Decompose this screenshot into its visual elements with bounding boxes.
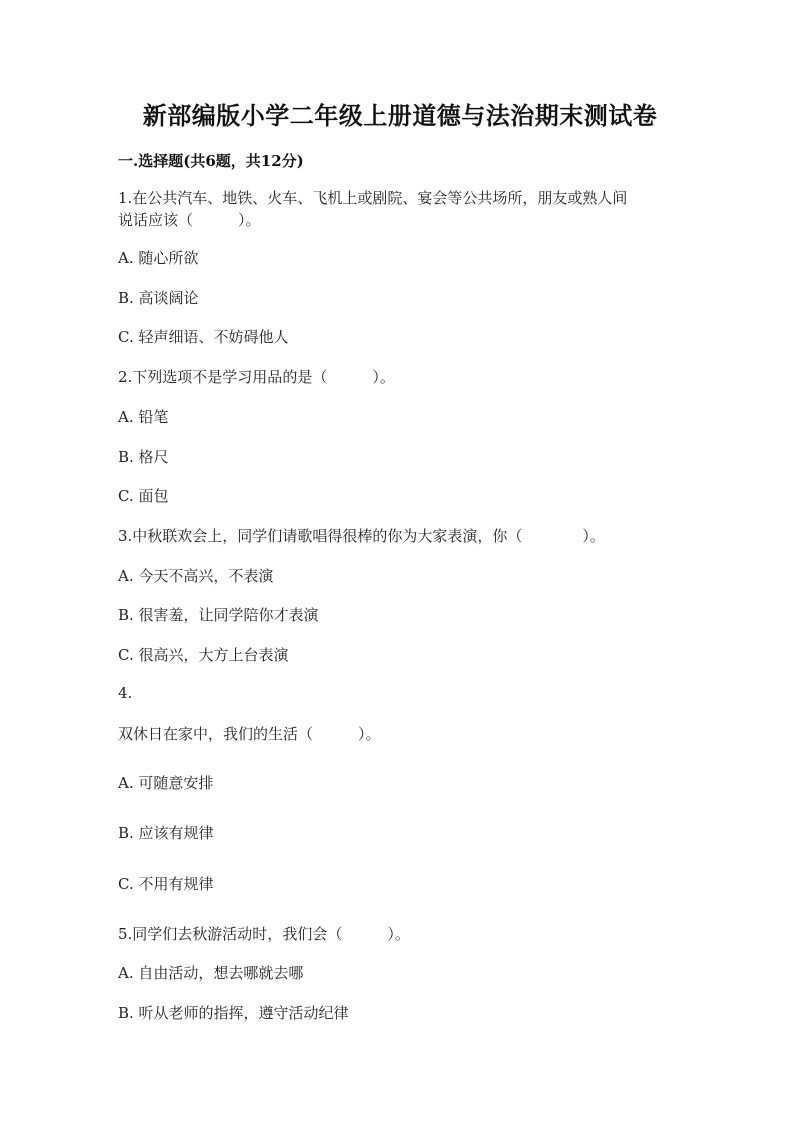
question-2-option-a: A. 铅笔 [118, 408, 169, 426]
question-1-option-a: A. 随心所欲 [118, 249, 199, 267]
question-3-stem: 3.中秋联欢会上，同学们请歌唱得很棒的你为大家表演，你（ ）。 [118, 527, 605, 545]
question-3-option-c: C. 很高兴，大方上台表演 [118, 646, 289, 664]
question-5-option-b: B. 听从老师的指挥，遵守活动纪律 [118, 1004, 349, 1022]
question-5-stem: 5.同学们去秋游活动时，我们会（ ）。 [118, 925, 410, 943]
question-1-stem-line-1: 1.在公共汽车、地铁、火车、飞机上或剧院、宴会等公共场所，朋友或熟人间 [118, 189, 628, 207]
question-3-option-b: B. 很害羞，让同学陪你才表演 [118, 606, 319, 624]
question-4-option-b: B. 应该有规律 [118, 824, 214, 842]
question-4-number: 4. [118, 684, 133, 702]
question-5-option-a: A. 自由活动，想去哪就去哪 [118, 964, 304, 982]
section-heading: 一.选择题(共6题，共12分) [118, 152, 304, 170]
question-2-stem: 2.下列选项不是学习用品的是（ ）。 [118, 368, 395, 386]
question-1-option-b: B. 高谈阔论 [118, 289, 199, 307]
question-2-option-b: B. 格尺 [118, 448, 169, 466]
question-2-option-c: C. 面包 [118, 487, 169, 505]
question-4-stem: 双休日在家中，我们的生活（ ）。 [118, 725, 381, 743]
question-4-option-a: A. 可随意安排 [118, 774, 214, 792]
page-title: 新部编版小学二年级上册道德与法治期末测试卷 [142, 101, 658, 130]
question-4-option-c: C. 不用有规律 [118, 875, 214, 893]
question-3-option-a: A. 今天不高兴，不表演 [118, 567, 274, 585]
question-1-option-c: C. 轻声细语、不妨碍他人 [118, 328, 289, 346]
question-1-stem-line-2: 说话应该（ ）。 [118, 211, 261, 229]
